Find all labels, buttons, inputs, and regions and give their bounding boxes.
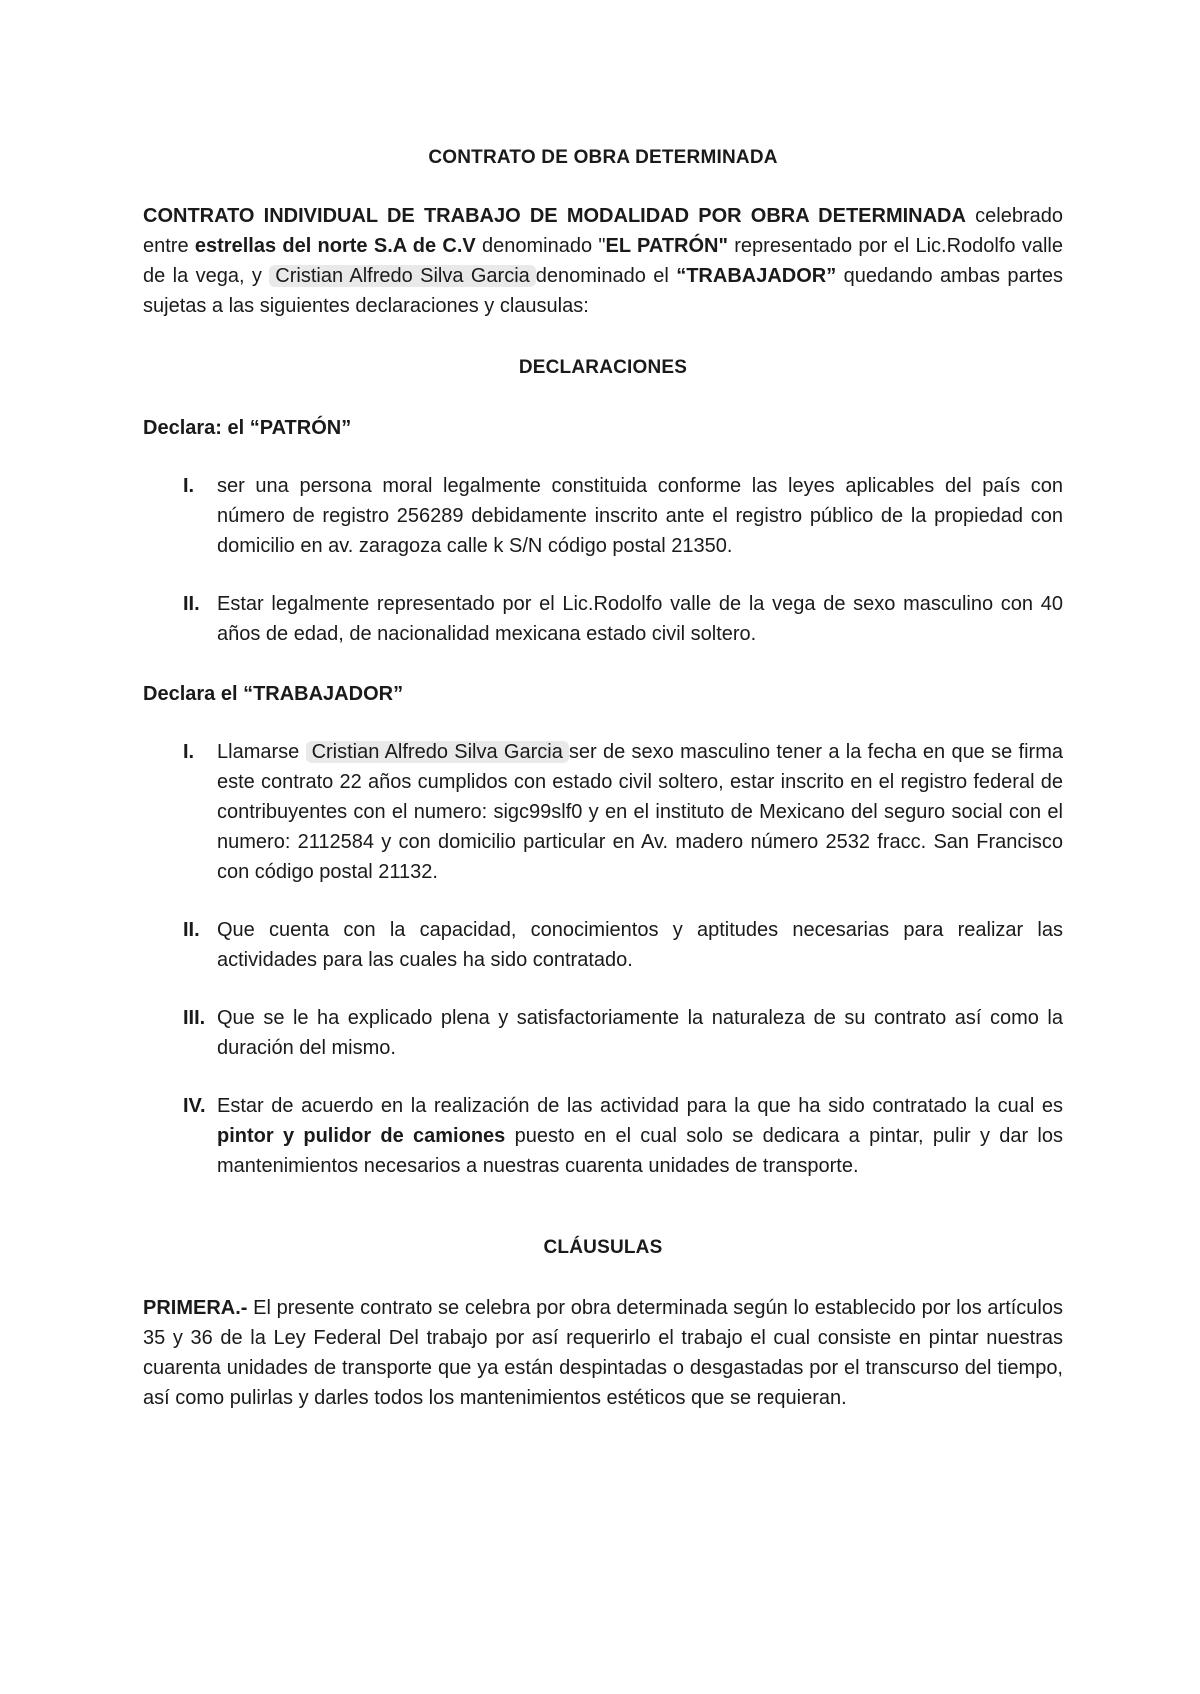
item-number: III. xyxy=(183,1007,206,1029)
patron-declares-heading: Declara: el “PATRÓN” xyxy=(143,417,352,439)
intro-text-5: quedando ambas partes sujetas a las siguientes declaraciones y clausulas: xyxy=(143,265,1063,317)
clause-primera xyxy=(143,1293,1063,1413)
list-item xyxy=(143,737,1063,887)
item-text: Llamarse Cristian Alfredo Silva Garcia ser de sexo masculino tener a la fecha en que se firma este contrato 22 años cumplidos con estado civil soltero, estar inscrito en el registro federal de contribuyentes con el numero: sigc99slf0 y en el instituto de Mexicano del seguro social con el numero: 2112584 y con domicilio particular en Av. madero número 2532 fracc. San Francisco con código postal 21132. xyxy=(217,741,1064,883)
item-number: II. xyxy=(183,593,200,615)
patron-label: EL PATRÓN" xyxy=(605,235,728,257)
item-text: Que se le ha explicado plena y satisfactoriamente la naturaleza de su contrato así como la duración del mismo. xyxy=(217,1007,1063,1059)
item-text: ser una persona moral legalmente constituida conforme las leyes aplicables del país con número de registro 256289 debidamente inscrito ante el registro público de la propiedad con domicilio en av. zaragoza calle k S/N código postal 21350. xyxy=(217,475,1063,557)
intro-text-1: celebrado entre xyxy=(143,205,1063,257)
intro-text-2: denominado " xyxy=(475,235,606,257)
intro-text-4: denominado el xyxy=(535,265,677,287)
trabajador-label: “TRABAJADOR” xyxy=(676,265,837,287)
item-number: I. xyxy=(183,741,195,763)
company-name: estrellas del norte S.A de C.V xyxy=(194,235,476,257)
item-number: II. xyxy=(183,919,200,941)
list-item xyxy=(143,589,1063,649)
intro-text-3: representado por el Lic.Rodolfo valle de la vega, y xyxy=(143,235,1063,287)
worker-name-field[interactable]: Cristian Alfredo Silva Garcia xyxy=(306,741,569,763)
list-item xyxy=(143,1003,1063,1063)
list-item xyxy=(143,915,1063,975)
item-number: IV. xyxy=(183,1095,206,1117)
worker-name-field[interactable]: Cristian Alfredo Silva Garcia xyxy=(269,265,535,287)
document-title: CONTRATO DE OBRA DETERMINADA xyxy=(428,147,778,168)
list-item xyxy=(143,1091,1063,1181)
clause-label: PRIMERA.- xyxy=(143,1297,248,1319)
patron-declarations-list xyxy=(143,471,1063,649)
worker-declarations-list xyxy=(143,737,1063,1181)
item-text: Que cuenta con la capacidad, conocimientos y aptitudes necesarias para realizar las actividades para las cuales ha sido contratado. xyxy=(217,919,1063,971)
clausulas-heading: CLÁUSULAS xyxy=(543,1237,663,1258)
item-number: I. xyxy=(183,475,195,497)
item-text: Estar de acuerdo en la realización de las actividad para la que ha sido contratado la cual es pintor y pulidor de camiones puesto en el cual solo se dedicara a pintar, pulir y dar los mantenimientos necesarios a nuestras cuarenta unidades de transporte. xyxy=(217,1095,1063,1177)
clause-text: El presente contrato se celebra por obra determinada según lo establecido por los artículos 35 y 36 de la Ley Federal Del trabajo por así requerirlo el trabajo el cual consiste en pintar nuestras cuarenta unidades de transporte que ya están despintadas o desgastadas por el transcurso del tiempo, así como pulirlas y darles todos los mantenimientos estéticos que se requieran. xyxy=(143,1297,1063,1409)
declaraciones-heading: DECLARACIONES xyxy=(518,357,688,378)
item-text: Estar legalmente representado por el Lic.Rodolfo valle de la vega de sexo masculino con 40 años de edad, de nacionalidad mexicana estado civil soltero. xyxy=(217,593,1063,645)
intro-lead: CONTRATO INDIVIDUAL DE TRABAJO DE MODALIDAD POR OBRA DETERMINADA xyxy=(143,205,966,227)
worker-declares-heading: Declara el “TRABAJADOR” xyxy=(143,683,404,705)
list-item xyxy=(143,471,1063,561)
intro-paragraph xyxy=(143,201,1063,321)
job-title: pintor y pulidor de camiones xyxy=(217,1125,506,1147)
